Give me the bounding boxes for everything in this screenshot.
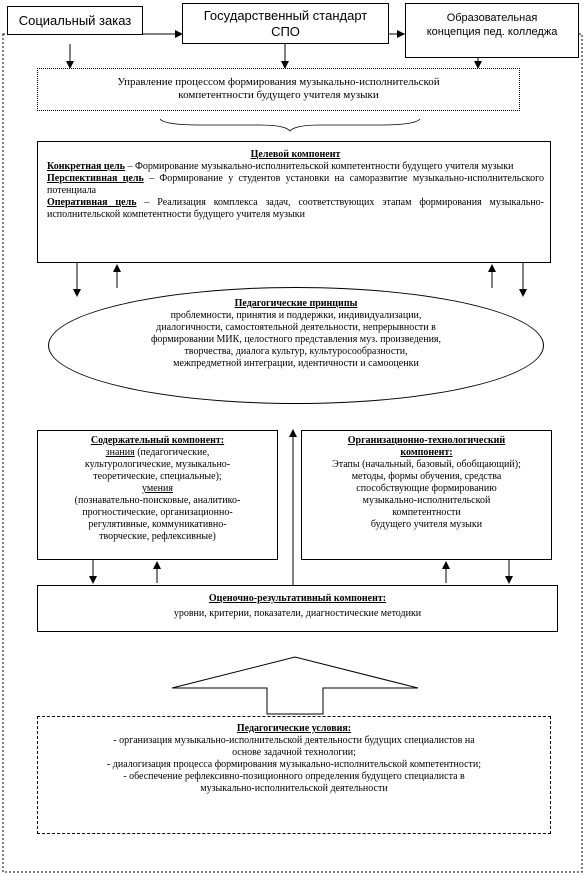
org-line-5: компетентности: [392, 507, 461, 518]
conditions-box: [37, 716, 551, 834]
skills-line-1: (познавательно-поисковые, аналитико-: [74, 495, 241, 506]
management-line2: компетентности будущего учителя музыки: [178, 89, 379, 101]
content-component-box: [37, 430, 278, 560]
conditions-arrow: [172, 657, 418, 714]
org-line-3: способствующие формированию: [356, 483, 497, 494]
concept-line2: концепция пед. колледжа: [426, 26, 558, 38]
conditions-line-1: - организация музыкально-исполнительской деятельности будущих специалистов на: [113, 735, 475, 746]
content-knowledge: [38, 447, 277, 459]
principles-line-2: диалогичности, самостоятельной деятельности, непрерывности в: [156, 322, 436, 333]
concrete-goal: [47, 161, 544, 173]
skills-label: умения: [142, 483, 173, 494]
management-box: [37, 68, 520, 111]
operative-goal-text: – Реализация комплекса задач, соответствующих этапам формирования музыкально-исполнительской компетентности будущего учителя музыки: [47, 197, 544, 220]
principles-ellipse: [48, 287, 544, 404]
principles-line-5: межпредметной интеграции, идентичности и самооценки: [173, 358, 419, 369]
org-line-4: музыкально-исполнительской: [362, 495, 491, 506]
knowledge-line-1: культурологические, музыкально-: [84, 459, 231, 470]
perspective-goal-text: – Формирование у студентов установки на саморазвитие музыкально-исполнительского потенциала: [47, 173, 544, 196]
management-line1: Управление процессом формирования музыкально-исполнительской: [117, 76, 440, 88]
skills-line-2: прогностические, организационно-: [82, 507, 233, 518]
concept-line1: Образовательная: [446, 12, 538, 24]
knowledge-line-2: теоретические, специальные);: [93, 471, 222, 482]
social-order-box: [7, 6, 143, 35]
operative-goal: [47, 197, 544, 221]
brace: [160, 119, 420, 131]
knowledge-text: (педагогические,: [134, 447, 210, 458]
evaluation-title: Оценочно-результативный компонент:: [208, 593, 387, 604]
state-standard-line1: Государственный стандарт: [203, 8, 368, 23]
state-standard-line2: СПО: [271, 24, 300, 39]
concrete-goal-label: Конкретная цель: [47, 161, 125, 172]
skills-line-3: регулятивные, коммуникативно-: [88, 519, 227, 530]
conditions-title: Педагогические условия:: [236, 723, 352, 734]
conditions-line-2: основе задачной технологии;: [232, 747, 356, 758]
social-order-label: Социальный заказ: [18, 13, 132, 28]
evaluation-text: уровни, критерии, показатели, диагностические методики: [173, 608, 422, 619]
conditions-line-5: музыкально-исполнительской деятельности: [200, 783, 388, 794]
principles-line-4: творчества, диалога культур, культуросообразности,: [184, 346, 408, 357]
principles-line-3: формировании МИК, целостного представления муз. произведения,: [150, 334, 442, 345]
operative-goal-label: Оперативная цель: [47, 197, 137, 208]
evaluation-component-box: [37, 585, 558, 632]
content-title: Содержательный компонент:: [90, 435, 225, 446]
org-line-1: Этапы (начальный, базовый, обобщающий);: [332, 459, 521, 470]
concept-box: [405, 3, 579, 58]
state-standard-box: [182, 3, 389, 44]
skills-line-4: творческие, рефлексивные): [99, 531, 216, 542]
knowledge-label: знания: [105, 447, 135, 458]
org-component-box: [301, 430, 552, 560]
principles-title: Педагогические принципы: [234, 298, 358, 309]
org-line-6: будущего учителя музыки: [370, 519, 483, 530]
org-title-line1: Организационно-технологический: [347, 435, 506, 446]
target-title: Целевой компонент: [250, 149, 341, 160]
perspective-goal: [47, 173, 544, 197]
org-title-line2: компонент:: [400, 447, 453, 458]
concrete-goal-text: – Формирование музыкально-исполнительской компетентности будущего учителя музыки: [124, 161, 514, 172]
perspective-goal-label: Перспективная цель: [47, 173, 144, 184]
principles-line-1: проблемности, принятия и поддержки, индивидуализации,: [170, 310, 422, 321]
conditions-line-4: - обеспечение рефлексивно-позиционного определения будущего специалиста в: [123, 771, 465, 782]
target-component-box: [37, 141, 551, 263]
conditions-line-3: - диалогизация процесса формирования музыкально-исполнительской компетентности;: [106, 759, 482, 770]
org-line-2: методы, формы обучения, средства: [351, 471, 502, 482]
